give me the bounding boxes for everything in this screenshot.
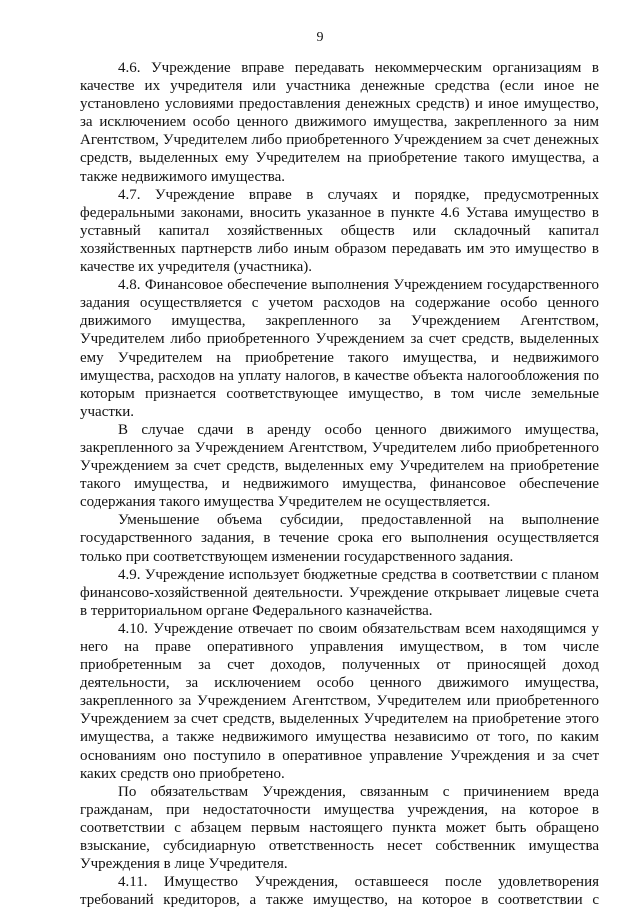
paragraph-4-10-liability: По обязательствам Учреждения, связанным с причинением вреда гражданам, при недостаточности имущества учреждения, на которое в соответствии с абзацем первым настоящего пункта может быть обращено взыскание, субсидиарную ответственность несет собственник имущества Учреждения в лице Учредителя. xyxy=(80,783,599,873)
paragraph-4-8: 4.8. Финансовое обеспечение выполнения Учреждением государственного задания осуществляется с учетом расходов на содержание особо ценного движимого имущества, закрепленного за Учреждением Агентством, Учредителем либо приобретенного Учреждением за счет средств, выделенных ему Учредителем на приобретение такого имущества, и недвижимого имущества, расходов на уплату налогов, в качестве объекта налогообложения по которым признается соответствующее имущество, в том числе земельные участки. xyxy=(80,277,599,420)
paragraph-4-11: 4.11. Имущество Учреждения, оставшееся после удовлетворения требований кредиторов, а также имущество, на которое в соответствии с xyxy=(80,874,599,909)
paragraph-4-8-lease: В случае сдачи в аренду особо ценного движимого имущества, закрепленного за Учреждением Агентством, Учредителем либо приобретенного Учреждением за счет средств, выделенных ему Учредителем на приобретение такого имущества, и недвижимого имущества, финансовое обеспечение содержания такого имущества Учредителем не осуществляется. xyxy=(80,421,599,511)
paragraph-4-7: 4.7. Учреждение вправе в случаях и порядке, предусмотренных федеральными законами, вносить указанное в пункте 4.6 Устава имущество в уставный капитал хозяйственных обществ или складочный капитал хозяйственных партнерств либо иным образом передавать им это имущество в качестве их учредителя (участника). xyxy=(80,186,599,276)
paragraph-4-8-subsidy: Уменьшение объема субсидии, предоставленной на выполнение государственного задания, в течение срока его выполнения осуществляется только при соответствующем изменении государственного задания. xyxy=(80,512,599,565)
document-body xyxy=(80,59,599,909)
paragraph-4-10: 4.10. Учреждение отвечает по своим обязательствам всем находящимся у него на праве оперативного управления имуществом, в том числе приобретенным за счет доходов, полученных от приносящей доход деятельности, за исключением особо ценного движимого имущества, закрепленного за Учреждением Агентством, Учредителем или приобретенного Учреждением за счет средств, выделенных Учредителем на приобретение этого имущества, а также недвижимого имущества независимо от того, по каким основаниям оно поступило в оперативное управление Учреждения и за счет каких средств оно приобретено. xyxy=(80,620,599,782)
paragraph-4-9: 4.9. Учреждение использует бюджетные средства в соответствии с планом финансово-хозяйственной деятельности. Учреждение открывает лицевые счета в территориальном органе Федерального казначейства. xyxy=(80,566,599,619)
page-number: 9 xyxy=(316,30,324,45)
paragraph-4-6: 4.6. Учреждение вправе передавать некоммерческим организациям в качестве их учредителя или участника денежные средства (если иное не установлено условиями предоставления денежных средств) и иное имущество, за исключением особо ценного движимого имущества, закрепленного за ним Агентством, Учредителем либо приобретенного Учреждением за счет денежных средств, выделенных ему Учредителем на приобретение такого имущества, а также недвижимого имущества. xyxy=(80,60,599,185)
